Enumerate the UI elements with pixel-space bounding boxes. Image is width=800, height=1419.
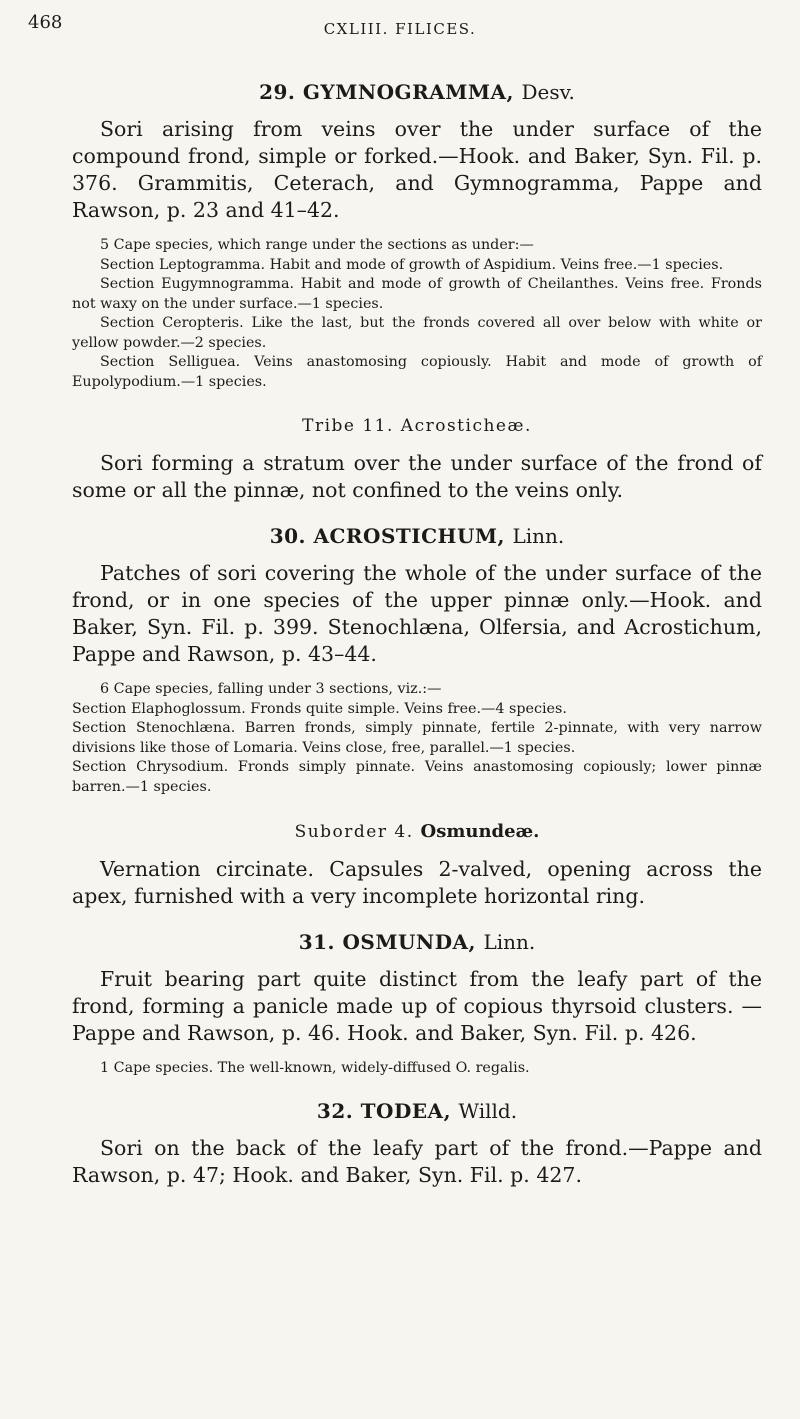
genus-description: Sori on the back of the leafy part of the frond.—Pappe and Rawson, p. 47; Hook. and Baker, Syn. Fil. p. 427.: [72, 1135, 762, 1187]
genus-authority: Linn.: [483, 930, 536, 954]
species-notes: [72, 680, 762, 797]
note-line: Section Leptogramma. Habit and mode of growth of Aspidium. Veins free.—1 species.: [100, 256, 724, 273]
note-line: 1 Cape species. The well-known, widely-diffused O. regalis.: [100, 1060, 530, 1076]
genus-authority: Willd.: [458, 1098, 518, 1123]
note-line: 5 Cape species, which range under the sections as under:—: [100, 237, 534, 253]
note-line: Section Selliguea. Veins anastomosing copiously. Habit and mode of growth of Eupolypodium.—1 species.: [72, 354, 762, 390]
species-notes: [72, 236, 762, 392]
note-line: 6 Cape species, falling under 3 sections, viz.:—: [100, 681, 442, 697]
running-title: CXLIII. FILICES.: [323, 20, 477, 38]
tribe-description: Sori forming a stratum over the under surface of the frond of some or all the pinnæ, not confined to the veins only.: [72, 451, 762, 502]
note-line: Section Eugymnogramma. Habit and mode of growth of Cheilanthes. Veins free. Fronds not waxy on the under surface.—1 species.: [72, 276, 762, 312]
suborder-heading: [72, 821, 762, 842]
suborder-name: Osmundeæ.: [420, 821, 540, 842]
genus-name: 32. TODEA,: [316, 1098, 452, 1123]
genus-heading-acrostichum: [72, 524, 762, 548]
page-content: [72, 80, 762, 1189]
genus-authority: Linn.: [512, 524, 565, 548]
genus-name: 29. GYMNOGRAMMA,: [259, 80, 515, 104]
genus-description: Patches of sori covering the whole of the under surface of the frond, or in one species of the upper pinnæ only.—Hook. and Baker, Syn. Fil. p. 399. Stenochlæna, Olfersia, and Acrostichum, Pappe and Rawson, p. 43–44.: [72, 561, 762, 666]
suborder-description: Vernation circinate. Capsules 2-valved, opening across the apex, furnished with a very incomplete horizontal ring.: [72, 857, 762, 908]
page-number: 468: [28, 12, 63, 33]
genus-heading-osmunda: [72, 930, 762, 954]
note-line: Section Stenochlæna. Barren fronds, simply pinnate, fertile 2-pinnate, with very narrow divisions like those of Lomaria. Veins close, free, parallel.—1 species.: [72, 720, 762, 756]
note-line: Section Ceropteris. Like the last, but the fronds covered all over below with white or yellow powder.—2 species.: [72, 315, 762, 351]
note-line: Section Chrysodium. Fronds simply pinnate. Veins anastomosing copiously; lower pinnæ barren.—1 species.: [72, 759, 762, 795]
genus-authority: Desv.: [521, 80, 575, 104]
genus-heading-todea: [72, 1099, 762, 1123]
genus-name: 30. ACROSTICHUM,: [269, 524, 505, 548]
suborder-label: Suborder 4.: [294, 822, 414, 842]
note-line: Section Elaphoglossum. Fronds quite simple. Veins free.—4 species.: [72, 700, 567, 717]
tribe-heading: Tribe 11. Acrosticheæ.: [302, 416, 532, 436]
species-notes: [72, 1059, 762, 1079]
genus-description: Sori arising from veins over the under surface of the compound frond, simple or forked.—Hook. and Baker, Syn. Fil. p. 376. Grammitis, Ceterach, and Gymnogramma, Pappe and Rawson, p. 23 and 41–42.: [72, 117, 762, 222]
genus-description: Fruit bearing part quite distinct from the leafy part of the frond, forming a panicle made up of copious thyrsoid clusters. —Pappe and Rawson, p. 46. Hook. and Baker, Syn. Fil. p. 426.: [72, 967, 762, 1045]
genus-name: 31. OSMUNDA,: [298, 930, 477, 954]
genus-heading-gymnogramma: [72, 80, 762, 104]
